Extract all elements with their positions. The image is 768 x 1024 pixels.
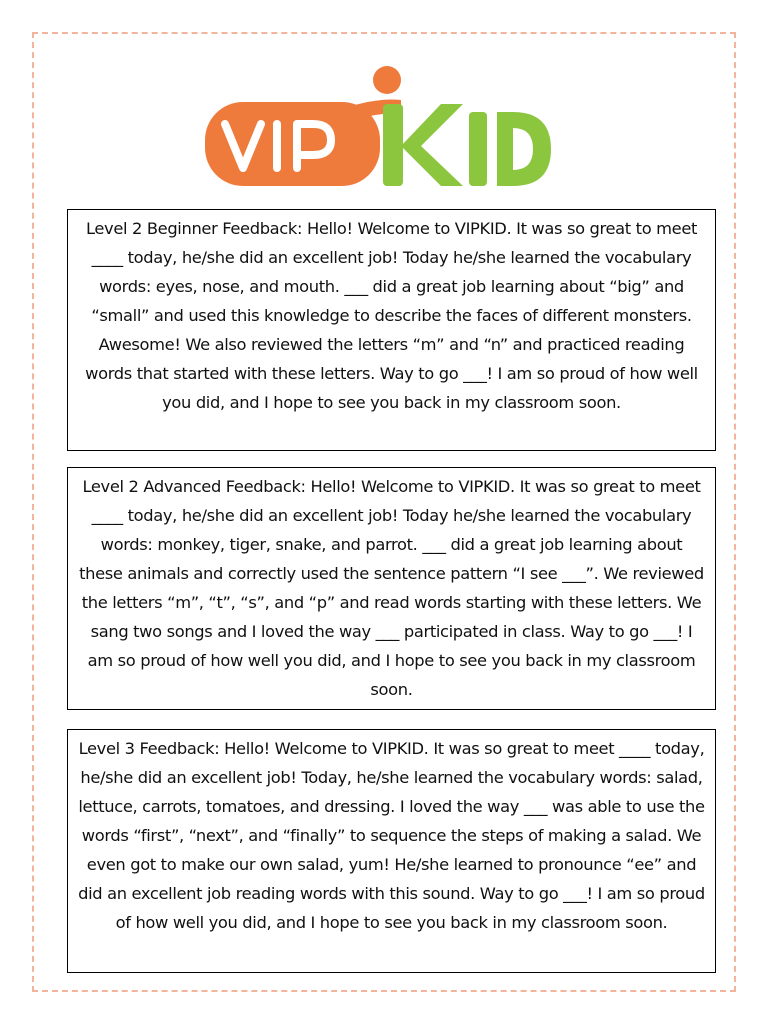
feedback-box-level2-advanced bbox=[67, 467, 716, 710]
logo-letter-i2 bbox=[469, 112, 487, 186]
feedback-box-level2-beginner bbox=[67, 209, 716, 451]
logo-kid-head bbox=[373, 66, 401, 94]
feedback-text: Level 3 Feedback: Hello! Welcome to VIPKID. It was so great to meet ____ today, he/she did an excellent job! Today, he/she learned the vocabulary words: salad, lettuce, carrots, tomatoes, and dressing. I loved the way ___ was able to use the words “first”, “next”, and “finally” to sequence the steps of making a salad. We even got to make our own salad, yum! He/she learned to pronounce “ee” and did an excellent job reading words with this sound. Way to go ___! I am so proud of how well you did, and I hope to see you back in my classroom soon. bbox=[78, 739, 705, 932]
feedback-text: Level 2 Beginner Feedback: Hello! Welcome to VIPKID. It was so great to meet ____ today, he/she did an excellent job! Today he/she learned the vocabulary words: eyes, nose, and mouth. ___ did a great job learning about “big” and “small” and used this knowledge to describe the faces of different monsters. Awesome! We also reviewed the letters “m” and “n” and practiced reading words that started with these letters. Way to go ___! I am so proud of how well you did, and I hope to see you back in my classroom soon. bbox=[85, 219, 698, 412]
logo-letter-k-arms bbox=[401, 104, 463, 186]
feedback-text: Level 2 Advanced Feedback: Hello! Welcome to VIPKID. It was so great to meet ____ today, he/she did an excellent job! Today he/she learned the vocabulary words: monkey, tiger, snake, and parrot. ___ did a great job learning about these animals and correctly used the sentence pattern “I see ___”. We reviewed the letters “m”, “t”, “s”, and “p” and read words starting with these letters. We sang two songs and I loved the way ___ participated in class. Way to go ___! I am so proud of how well you did, and I hope to see you back in my classroom soon. bbox=[79, 477, 704, 699]
logo-letter-k-stem bbox=[383, 104, 403, 186]
vipkid-logo bbox=[205, 60, 555, 190]
feedback-box-level3 bbox=[67, 729, 716, 973]
logo-letter-d bbox=[497, 112, 551, 186]
